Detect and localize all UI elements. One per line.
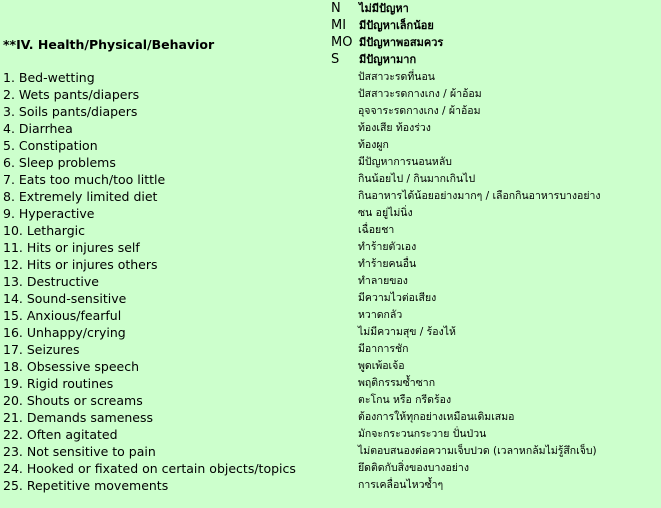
item-label-en: 16. Unhappy/crying bbox=[3, 325, 126, 340]
checklist-item bbox=[0, 256, 661, 273]
legend-desc: มีปัญหาพอสมควร bbox=[359, 36, 444, 49]
legend-desc: มีปัญหาเล็กน้อย bbox=[359, 19, 434, 32]
item-label-th: กินอาหารได้น้อยอย่างมากๆ / เลือกกินอาหารบางอย่าง bbox=[358, 190, 601, 202]
item-label-en: 4. Diarrhea bbox=[3, 121, 73, 136]
item-label-en: 3. Soils pants/diapers bbox=[3, 104, 138, 119]
item-label-en: 17. Seizures bbox=[3, 342, 80, 357]
item-label-th: ทำลายของ bbox=[358, 275, 408, 287]
legend-row bbox=[331, 0, 443, 17]
checklist-item bbox=[0, 290, 661, 307]
checklist-item bbox=[0, 358, 661, 375]
checklist-item bbox=[0, 273, 661, 290]
item-label-th: ไม่ตอบสนองต่อความเจ็บปวด (เวลาหกล้มไม่รู้สึกเจ็บ) bbox=[358, 445, 597, 457]
item-label-en: 25. Repetitive movements bbox=[3, 478, 169, 493]
item-label-th: ตะโกน หรือ กรีดร้อง bbox=[358, 394, 452, 406]
item-label-en: 10. Lethargic bbox=[3, 223, 85, 238]
item-label-th: หวาดกลัว bbox=[358, 309, 403, 321]
legend-code: MO bbox=[331, 35, 353, 50]
legend-row bbox=[331, 17, 443, 34]
checklist-item bbox=[0, 307, 661, 324]
checklist-item bbox=[0, 409, 661, 426]
checklist-item bbox=[0, 103, 661, 120]
item-label-en: 8. Extremely limited diet bbox=[3, 189, 158, 204]
checklist-item bbox=[0, 443, 661, 460]
item-label-th: ยึดติดกับสิ่งของบางอย่าง bbox=[358, 462, 469, 474]
item-label-en: 9. Hyperactive bbox=[3, 206, 95, 221]
item-label-th: ท้องเสีย ท้องร่วง bbox=[358, 122, 431, 134]
checklist-item bbox=[0, 392, 661, 409]
item-label-th: ปัสสาวะรดกางเกง / ผ้าอ้อม bbox=[358, 88, 482, 100]
item-label-th: มีอาการชัก bbox=[358, 343, 409, 355]
item-label-th: พฤติกรรมซ้ำซาก bbox=[358, 377, 436, 389]
item-label-th: ซน อยู่ไม่นิ่ง bbox=[358, 207, 413, 219]
item-label-th: การเคลื่อนไหวซ้ำๆ bbox=[358, 479, 444, 491]
checklist-item bbox=[0, 86, 661, 103]
checklist-item bbox=[0, 375, 661, 392]
legend-code: S bbox=[331, 52, 340, 67]
item-label-en: 21. Demands sameness bbox=[3, 410, 154, 425]
rating-legend bbox=[331, 0, 443, 68]
checklist-item bbox=[0, 460, 661, 477]
item-label-en: 24. Hooked or fixated on certain objects/topics bbox=[3, 461, 296, 476]
item-label-en: 19. Rigid routines bbox=[3, 376, 114, 391]
checklist-item bbox=[0, 426, 661, 443]
legend-row bbox=[331, 34, 443, 51]
item-label-en: 11. Hits or injures self bbox=[3, 240, 140, 255]
item-label-en: 5. Constipation bbox=[3, 138, 98, 153]
item-label-th: พูดเพ้อเจ้อ bbox=[358, 360, 405, 372]
item-label-th: ปัสสาวะรดที่นอน bbox=[358, 71, 435, 83]
item-label-th: อุจจาระรดกางเกง / ผ้าอ้อม bbox=[358, 105, 481, 117]
item-label-th: เฉื่อยชา bbox=[358, 224, 395, 236]
item-label-th: ไม่มีความสุข / ร้องไห้ bbox=[358, 326, 456, 338]
checklist-item bbox=[0, 341, 661, 358]
item-label-en: 23. Not sensitive to pain bbox=[3, 444, 156, 459]
checklist-item bbox=[0, 205, 661, 222]
item-label-en: 13. Destructive bbox=[3, 274, 99, 289]
legend-row bbox=[331, 51, 443, 68]
item-label-th: ทำร้ายตัวเอง bbox=[358, 241, 417, 253]
item-label-en: 12. Hits or injures others bbox=[3, 257, 158, 272]
item-label-en: 14. Sound-sensitive bbox=[3, 291, 127, 306]
checklist-item bbox=[0, 239, 661, 256]
checklist-item bbox=[0, 69, 661, 86]
checklist-item bbox=[0, 188, 661, 205]
checklist-item bbox=[0, 222, 661, 239]
legend-desc: ไม่มีปัญหา bbox=[359, 2, 409, 15]
item-label-th: ทำร้ายคนอื่น bbox=[358, 258, 417, 270]
item-label-en: 15. Anxious/fearful bbox=[3, 308, 122, 323]
item-label-th: มักจะกระวนกระวาย ปั่นป่วน bbox=[358, 428, 487, 440]
checklist-item bbox=[0, 477, 661, 494]
item-label-en: 6. Sleep problems bbox=[3, 155, 116, 170]
item-label-en: 18. Obsessive speech bbox=[3, 359, 140, 374]
item-label-en: 7. Eats too much/too little bbox=[3, 172, 166, 187]
item-label-th: กินน้อยไป / กินมากเกินไป bbox=[358, 173, 476, 185]
item-label-en: 1. Bed-wetting bbox=[3, 70, 95, 85]
checklist-items bbox=[0, 69, 661, 494]
item-label-en: 20. Shouts or screams bbox=[3, 393, 143, 408]
checklist-item bbox=[0, 324, 661, 341]
item-label-th: มีปัญหาการนอนหลับ bbox=[358, 156, 452, 168]
legend-code: N bbox=[331, 1, 341, 16]
checklist-item bbox=[0, 137, 661, 154]
checklist-item bbox=[0, 120, 661, 137]
legend-code: MI bbox=[331, 18, 347, 33]
checklist-item bbox=[0, 154, 661, 171]
checklist-item bbox=[0, 171, 661, 188]
section-title: **IV. Health/Physical/Behavior bbox=[3, 37, 215, 52]
item-label-th: มีความไวต่อเสียง bbox=[358, 292, 437, 304]
item-label-th: ท้องผูก bbox=[358, 139, 389, 151]
item-label-th: ต้องการให้ทุกอย่างเหมือนเดิมเสมอ bbox=[358, 411, 515, 423]
legend-desc: มีปัญหามาก bbox=[359, 53, 417, 66]
item-label-en: 22. Often agitated bbox=[3, 427, 118, 442]
item-label-en: 2. Wets pants/diapers bbox=[3, 87, 140, 102]
